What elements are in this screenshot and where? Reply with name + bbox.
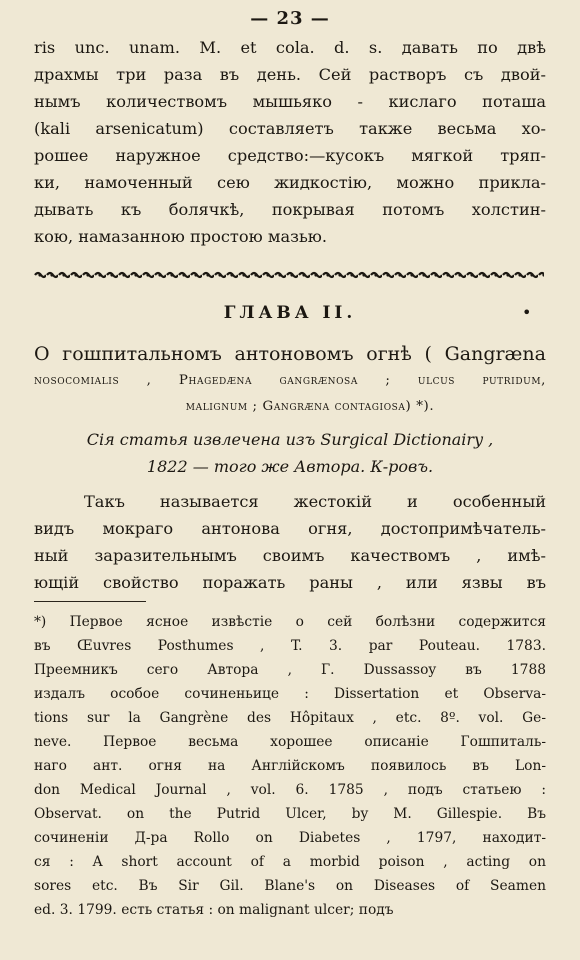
section-title-text: nosocomialis , Phagedæna gangrænosa ; ulcus putridum, — [34, 373, 546, 388]
ornamental-divider — [34, 270, 544, 280]
footnote-line: ся : A short account of a morbid poison , acting on — [34, 854, 546, 870]
body-line: ки, намоченный сею жидкостію, можно прикла- — [34, 173, 546, 192]
body-line: кою, намазанною простою мазью. — [34, 227, 327, 246]
footnote-line: въ Œuvres Posthumes , T. 3. par Pouteau. 1783. — [34, 638, 546, 654]
footnote-line: Observat. on the Putrid Ulcer, by M. Gillespie. Въ — [34, 806, 546, 822]
body-line: ris unc. unam. M. et cola. d. s. давать по двѣ — [34, 38, 546, 57]
paragraph-line: ный заразительнымъ своимъ качествомъ , имѣ- — [34, 546, 546, 565]
footnote-rule — [34, 601, 146, 602]
footnote-line: *) Первое ясное извѣстіе о сей болѣзни содержится — [34, 614, 546, 630]
chapter-heading: ГЛАВА II. — [223, 303, 357, 323]
page-number: — 23 — — [250, 8, 330, 29]
footnote-line: ed. 3. 1799. есть статья : on malignant ulcer; подъ — [34, 902, 394, 918]
footnote-line: sores etc. Въ Sir Gil. Blane's on Diseases of Seamen — [34, 878, 546, 894]
body-line: нымъ количествомъ мышьяко - кислаго поташа — [34, 92, 546, 111]
section-title-text: О гошпитальномъ антоновомъ огнѣ ( Gangræna — [34, 343, 546, 365]
stray-mark: • — [522, 303, 532, 322]
source-note-line: 1822 — того же Автора. К-ровъ. — [146, 457, 434, 476]
body-line: драхмы три раза въ день. Сей растворъ съ двой- — [34, 65, 546, 84]
body-line: (kali arsenicatum) составляетъ также весьма хо- — [34, 119, 546, 138]
footnote-line: издалъ особое сочиненьице : Dissertation et Observa- — [34, 686, 546, 702]
section-title-text: malignum ; Gangræna contagiosa) *). — [185, 399, 435, 414]
paragraph-line: видъ мокраго антонова огня, достопримѣчатель- — [34, 519, 546, 538]
footnote-line: Преемникъ сего Автора , Г. Dussassoy въ 1788 — [34, 662, 546, 678]
paragraph-line: ющій свойство поражать раны , или язвы въ — [34, 573, 546, 592]
source-note-line: Сія статья извлечена изъ Surgical Dictionairy , — [86, 430, 494, 449]
section-title-line — [34, 345, 546, 366]
body-line: рошее наружное средство:—кусокъ мягкой тряп- — [34, 146, 546, 165]
section-title-line — [34, 372, 546, 390]
footnote-line: neve. Первое весьма хорошее описаніе Гошпиталь- — [34, 734, 546, 750]
paragraph-line: Такъ называется жестокій и особенный — [84, 492, 546, 511]
footnote-line: сочиненіи Д-ра Rollo on Diabetes , 1797, находит- — [34, 830, 546, 846]
footnote-line: tions sur la Gangrène des Hôpitaux , etc. 8º. vol. Ge- — [34, 710, 546, 726]
body-line: дывать къ болячкѣ, покрывая потомъ холстин- — [34, 200, 546, 219]
footnote-line: don Medical Journal , vol. 6. 1785 , подъ статьею : — [34, 782, 546, 798]
footnote-line: наго ант. огня на Англійскомъ появилось въ Lon- — [34, 758, 546, 774]
section-title-line — [34, 398, 546, 416]
